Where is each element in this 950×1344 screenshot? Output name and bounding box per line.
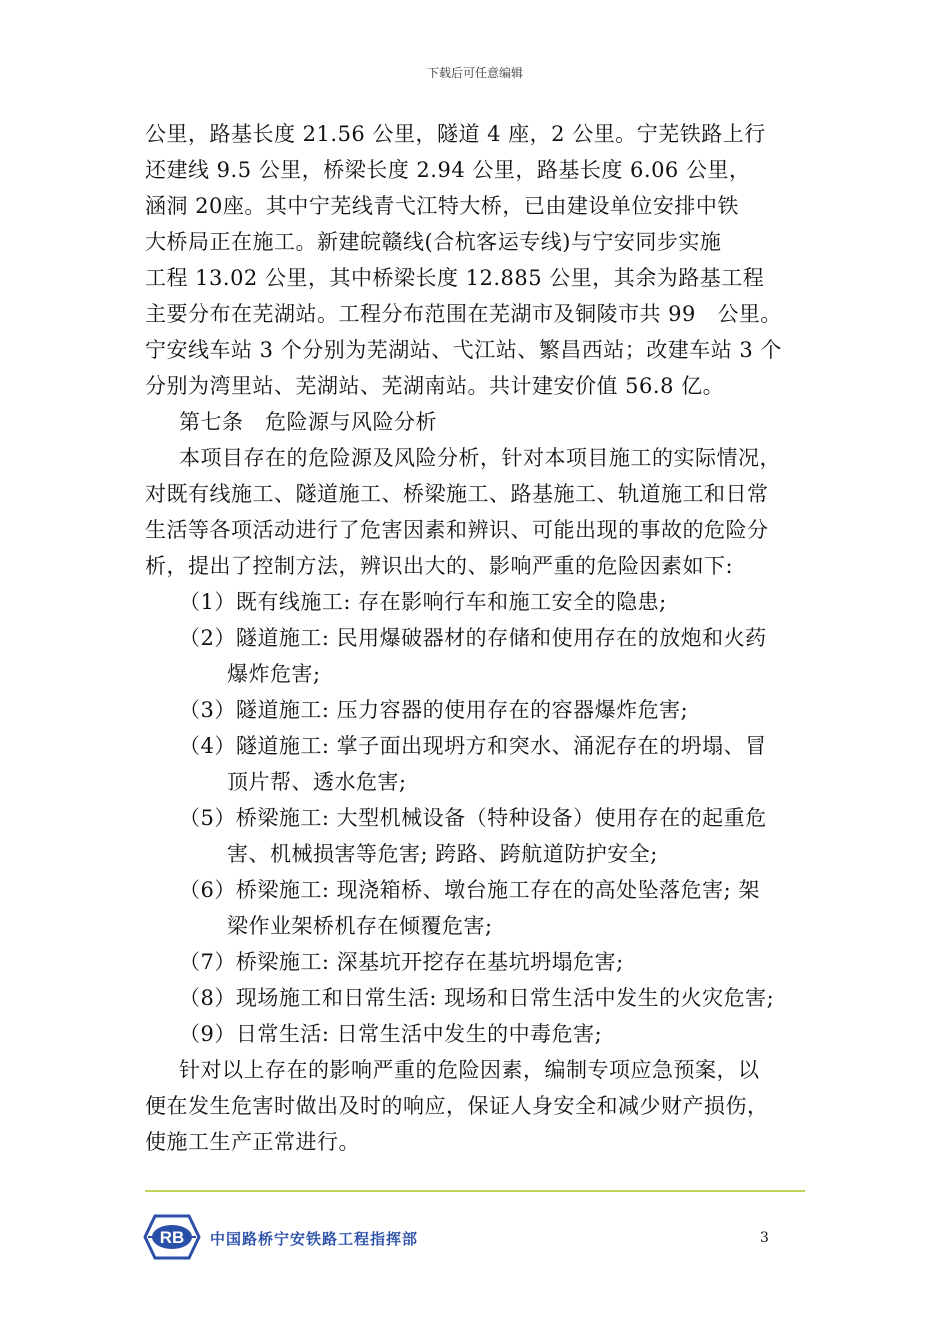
text-line: 还建线 9.5 公里，桥梁长度 2.94 公里，路基长度 6.06 公里， <box>145 158 751 182</box>
hazard-item: （5）桥梁施工: 大型机械设备（特种设备）使用存在的起重危 <box>179 806 767 830</box>
hazard-item: （9）日常生活: 日常生活中发生的中毒危害; <box>179 1022 603 1046</box>
text-line: 工程 13.02 公里，其中桥梁长度 12.885 公里，其余为路基工程 <box>145 266 765 290</box>
hazard-item: （2）隧道施工: 民用爆破器材的存储和使用存在的放炮和火药 <box>179 626 767 650</box>
hazard-item-continuation: 梁作业架桥机存在倾覆危害; <box>227 914 493 938</box>
text-line: 本项目存在的危险源及风险分析，针对本项目施工的实际情况， <box>179 446 781 470</box>
text-line: 大桥局正在施工。新建皖赣线(合杭客运专线)与宁安同步实施 <box>145 230 722 254</box>
text-line: 使施工生产正常进行。 <box>145 1130 360 1154</box>
hazard-item: （4）隧道施工: 掌子面出现坍方和突水、涌泥存在的坍塌、冒 <box>179 734 767 758</box>
hazard-item: （6）桥梁施工: 现浇箱桥、墩台施工存在的高处坠落危害; 架 <box>179 878 760 902</box>
section-heading: 第七条 危险源与风险分析 <box>179 410 437 434</box>
text-line: 针对以上存在的影响严重的危险因素，编制专项应急预案，以 <box>179 1058 760 1082</box>
hazard-item: （8）现场施工和日常生活: 现场和日常生活中发生的火灾危害; <box>179 986 775 1010</box>
hazard-item-continuation: 爆炸危害; <box>227 662 321 686</box>
text-line: 涵洞 20座。其中宁芜线青弋江特大桥，已由建设单位安排中铁 <box>145 194 739 218</box>
hazard-item: （7）桥梁施工: 深基坑开挖存在基坑坍塌危害; <box>179 950 624 974</box>
text-line: 对既有线施工、隧道施工、桥梁施工、路基施工、轨道施工和日常 <box>145 482 769 506</box>
text-line: 公里，路基长度 21.56 公里，隧道 4 座，2 公里。宁芜铁路上行 <box>145 122 766 146</box>
footer-divider <box>145 1190 805 1192</box>
hazard-item: （3）隧道施工: 压力容器的使用存在的容器爆炸危害; <box>179 698 689 722</box>
text-line: 主要分布在芜湖站。工程分布范围在芜湖市及铜陵市共 99 公里。 <box>145 302 782 326</box>
text-line: 分别为湾里站、芜湖站、芜湖南站。共计建安价值 56.8 亿。 <box>145 374 725 398</box>
header-note: 下载后可任意编辑 <box>426 66 523 80</box>
text-line: 便在发生危害时做出及时的响应，保证人身安全和减少财产损伤， <box>145 1094 769 1118</box>
page-number: 3 <box>760 1230 769 1246</box>
rb-logo-icon <box>143 1214 201 1260</box>
text-line: 生活等各项活动进行了危害因素和辨识、可能出现的事故的危险分 <box>145 518 769 542</box>
hazard-item: （1）既有线施工: 存在影响行车和施工安全的隐患; <box>179 590 667 614</box>
hazard-item-continuation: 害、机械损害等危害; 跨路、跨航道防护安全; <box>227 842 658 866</box>
organization-name: 中国路桥宁安铁路工程指挥部 <box>210 1230 419 1248</box>
document-body <box>145 116 810 1160</box>
logo-text: RB <box>159 1228 185 1247</box>
hazard-item-continuation: 顶片帮、透水危害; <box>227 770 407 794</box>
text-line: 析，提出了控制方法，辨识出大的、影响严重的危险因素如下: <box>145 554 734 578</box>
text-line: 宁安线车站 3 个分别为芜湖站、弋江站、繁昌西站；改建车站 3 个 <box>145 338 782 362</box>
